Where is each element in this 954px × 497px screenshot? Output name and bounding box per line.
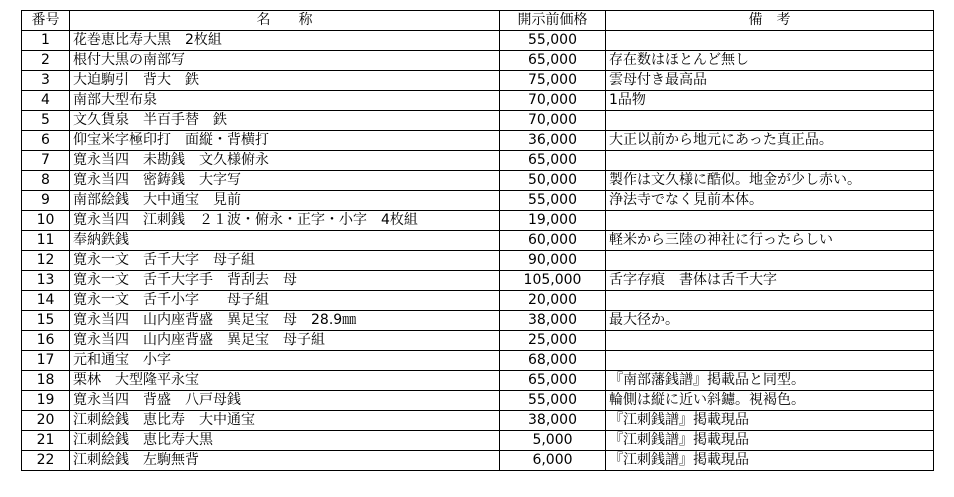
item-name-cell: 寛永当四 未勘銭 文久様俯永 [70,151,500,171]
table-body [22,31,934,471]
item-name-cell: 仰宝米字極印打 面縦・背横打 [70,131,500,151]
item-name-cell: 寛永一文 舌千大字 母子組 [70,251,500,271]
price-cell: 65,000 [500,371,606,391]
row-number-cell: 12 [22,251,70,271]
price-cell: 36,000 [500,131,606,151]
item-name-cell: 寛永当四 山内座背盛 異足宝 母子組 [70,331,500,351]
header-name: 名 称 [70,11,500,31]
table-row [22,351,934,371]
price-cell: 70,000 [500,91,606,111]
row-number-cell: 11 [22,231,70,251]
row-number-cell: 21 [22,431,70,451]
table-row [22,211,934,231]
note-cell: 存在数はほとんど無し [606,51,934,71]
table-row [22,131,934,151]
item-name-cell: 栗林 大型隆平永宝 [70,371,500,391]
note-cell [606,111,934,131]
table-row [22,111,934,131]
row-number-cell: 10 [22,211,70,231]
item-name-cell: 南部大型布泉 [70,91,500,111]
note-cell: 浄法寺でなく見前本体。 [606,191,934,211]
table-row [22,91,934,111]
price-list-table [21,10,934,471]
note-cell: 舌字存痕 書体は舌千大字 [606,271,934,291]
row-number-cell: 5 [22,111,70,131]
row-number-cell: 15 [22,311,70,331]
price-cell: 55,000 [500,31,606,51]
table-row [22,191,934,211]
note-cell: 『南部藩銭譜』掲載品と同型。 [606,371,934,391]
price-cell: 50,000 [500,171,606,191]
row-number-cell: 14 [22,291,70,311]
row-number-cell: 3 [22,71,70,91]
note-cell: 製作は文久様に酷似。地金が少し赤い。 [606,171,934,191]
item-name-cell: 大迫駒引 背大 鉄 [70,71,500,91]
table-row [22,151,934,171]
table-row [22,51,934,71]
note-cell: 輪側は縦に近い斜鑢。視褐色。 [606,391,934,411]
header-no: 番号 [22,11,70,31]
table-row [22,371,934,391]
note-cell: 『江刺銭譜』掲載現品 [606,451,934,471]
item-name-cell: 寛永当四 密鋳銭 大字写 [70,171,500,191]
price-cell: 65,000 [500,151,606,171]
row-number-cell: 6 [22,131,70,151]
table-row [22,271,934,291]
table-row [22,391,934,411]
price-cell: 25,000 [500,331,606,351]
item-name-cell: 江刺絵銭 左駒無背 [70,451,500,471]
note-cell [606,211,934,231]
note-cell [606,151,934,171]
item-name-cell: 江刺絵銭 恵比寿 大中通宝 [70,411,500,431]
price-cell: 19,000 [500,211,606,231]
price-cell: 20,000 [500,291,606,311]
table-row [22,171,934,191]
header-note: 備 考 [606,11,934,31]
table-row [22,451,934,471]
note-cell: 雲母付き最高品 [606,71,934,91]
item-name-cell: 奉納鉄銭 [70,231,500,251]
item-name-cell: 寛永当四 山内座背盛 異足宝 母 28.9㎜ [70,311,500,331]
table-row [22,291,934,311]
table-row [22,251,934,271]
row-number-cell: 22 [22,451,70,471]
note-cell [606,31,934,51]
table-row [22,311,934,331]
row-number-cell: 16 [22,331,70,351]
row-number-cell: 2 [22,51,70,71]
item-name-cell: 元和通宝 小字 [70,351,500,371]
price-cell: 5,000 [500,431,606,451]
note-cell: 最大径か。 [606,311,934,331]
item-name-cell: 根付大黒の南部写 [70,51,500,71]
row-number-cell: 7 [22,151,70,171]
price-cell: 6,000 [500,451,606,471]
note-cell [606,291,934,311]
note-cell [606,351,934,371]
price-cell: 65,000 [500,51,606,71]
row-number-cell: 4 [22,91,70,111]
table-row [22,331,934,351]
row-number-cell: 17 [22,351,70,371]
table-row [22,431,934,451]
note-cell: 『江刺銭譜』掲載現品 [606,431,934,451]
price-cell: 55,000 [500,191,606,211]
price-cell: 90,000 [500,251,606,271]
table-row [22,71,934,91]
row-number-cell: 9 [22,191,70,211]
header-price: 開示前価格 [500,11,606,31]
row-number-cell: 18 [22,371,70,391]
note-cell: 軽米から三陸の神社に行ったらしい [606,231,934,251]
note-cell [606,331,934,351]
price-cell: 38,000 [500,411,606,431]
table-row [22,411,934,431]
note-cell [606,251,934,271]
row-number-cell: 1 [22,31,70,51]
row-number-cell: 8 [22,171,70,191]
table-row [22,231,934,251]
note-cell: 『江刺銭譜』掲載現品 [606,411,934,431]
note-cell: 1品物 [606,91,934,111]
row-number-cell: 20 [22,411,70,431]
item-name-cell: 花巻恵比寿大黒 2枚組 [70,31,500,51]
item-name-cell: 南部絵銭 大中通宝 見前 [70,191,500,211]
price-cell: 60,000 [500,231,606,251]
table-row [22,31,934,51]
price-cell: 68,000 [500,351,606,371]
header-row [22,11,934,31]
price-cell: 38,000 [500,311,606,331]
row-number-cell: 19 [22,391,70,411]
price-cell: 70,000 [500,111,606,131]
note-cell: 大正以前から地元にあった真正品。 [606,131,934,151]
item-name-cell: 寛永当四 背盛 八戸母銭 [70,391,500,411]
item-name-cell: 文久貨泉 半百手替 鉄 [70,111,500,131]
item-name-cell: 江刺絵銭 恵比寿大黒 [70,431,500,451]
price-cell: 105,000 [500,271,606,291]
price-cell: 75,000 [500,71,606,91]
row-number-cell: 13 [22,271,70,291]
item-name-cell: 寛永一文 舌千小字 母子組 [70,291,500,311]
item-name-cell: 寛永当四 江刺銭 ２１波・俯永・正字・小字 4枚組 [70,211,500,231]
item-name-cell: 寛永一文 舌千大字手 背刮去 母 [70,271,500,291]
price-cell: 55,000 [500,391,606,411]
